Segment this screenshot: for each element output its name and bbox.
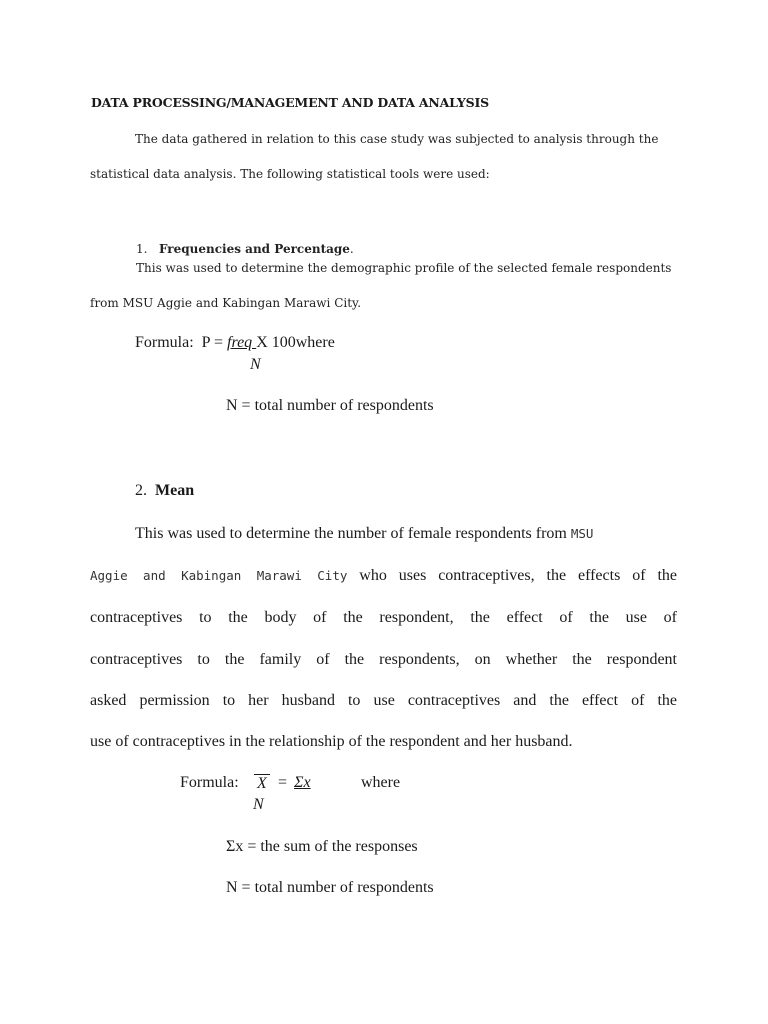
item2-para-line-6: use of contraceptives in the relationship of the respondent and her husband. [90,733,573,750]
intro-line-2: statistical data analysis. The following statistical tools were used: [90,167,490,181]
intro-line-1: The data gathered in relation to this case study was subjected to analysis through the [135,132,659,146]
item1-formula-lhs: P = [201,334,223,351]
item2-definition-sum: Σx = the sum of the responses [226,838,418,855]
item2-formula-xbar: X [254,774,270,793]
item1-number: 1. [136,242,148,256]
item2-definition-n: N = total number of respondents [226,879,434,896]
item2-number: 2. [135,482,147,499]
item2-formula-numerator: Σx [294,774,311,791]
item1-title-suffix: . [349,242,354,256]
item2-heading [135,482,194,500]
section-title: DATA PROCESSING/MANAGEMENT AND DATA ANALYSIS [91,95,489,110]
item1-formula-numerator: freq [227,334,257,351]
item2-formula-label: Formula: [180,774,239,791]
item1-desc-line-2: from MSU Aggie and Kabingan Marawi City. [90,296,362,310]
item2-para-line-1 [135,525,593,543]
item2-para-line-2-text: who uses contraceptives, the effects of the [347,567,677,584]
item2-para-line-1-msu: MSU [570,526,594,541]
item1-title-wrap [159,242,354,256]
item1-formula-denominator: N [250,356,261,373]
item1-formula-label: Formula: [135,334,194,351]
item1-title: Frequencies and Percentage [159,242,350,256]
item1-where-definition: N = total number of respondents [226,397,434,414]
item2-para-line-2-place: Aggie and Kabingan Marawi City [90,568,348,583]
item2-para-line-3: contraceptives to the body of the respondent, the effect of the use of [90,609,677,626]
item2-title: Mean [155,482,195,499]
item2-para-line-5: asked permission to her husband to use contraceptives and the effect of the [90,692,677,709]
item2-formula-equals: = [278,774,288,791]
item2-para-line-1-text: This was used to determine the number of female respondents from [135,525,571,542]
item2-para-line-4: contraceptives to the family of the respondents, on whether the respondent [90,651,677,668]
item2-para-line-2 [90,566,677,586]
item1-formula [135,334,335,352]
item2-formula-denominator: N [253,796,264,813]
item1-desc-line-1: This was used to determine the demographic profile of the selected female respondents [136,261,672,275]
item2-formula-where: where [361,774,401,791]
item1-formula-rest: X 100where [256,334,335,351]
